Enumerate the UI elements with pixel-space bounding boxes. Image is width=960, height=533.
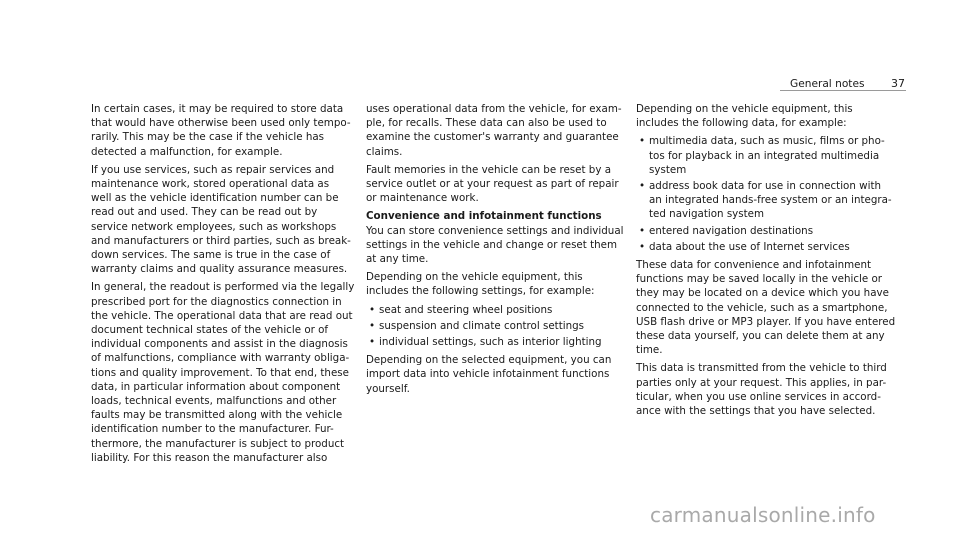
text-line: ticular, when you use online services in accord- bbox=[636, 390, 881, 403]
text-line: includes the following data, for example: bbox=[636, 117, 847, 130]
list-item-text: suspension and climate control settings bbox=[379, 319, 585, 332]
text-line: faults may be transmitted along with the vehicle bbox=[91, 409, 343, 422]
header-rule bbox=[780, 90, 906, 91]
text-line: document technical states of the vehicle or of bbox=[91, 324, 329, 337]
list-item bbox=[636, 224, 895, 238]
paragraph bbox=[366, 163, 624, 206]
page-number: 37 bbox=[891, 77, 905, 90]
text-line: tions and quality improvement. To that end, these bbox=[91, 366, 349, 379]
text-line: liability. For this reason the manufacturer also bbox=[91, 451, 328, 464]
bullet-icon: • bbox=[639, 180, 646, 193]
list-item bbox=[366, 335, 624, 349]
list-item bbox=[636, 134, 895, 177]
text-line: down services. The same is true in the case of bbox=[91, 249, 331, 262]
text-line: yourself. bbox=[366, 382, 410, 395]
list-item bbox=[366, 319, 624, 333]
text-line: identification number to the manufacturer. Fur- bbox=[91, 423, 334, 436]
paragraph bbox=[636, 361, 895, 418]
bullet-icon: • bbox=[639, 240, 646, 253]
text-line: prescribed port for the diagnostics connection in bbox=[91, 295, 342, 308]
paragraph bbox=[91, 163, 354, 277]
text-line: detected a malfunction, for example. bbox=[91, 145, 283, 158]
text-line: the vehicle. The operational data that are read out bbox=[91, 309, 353, 322]
list-item-text: ted navigation system bbox=[649, 208, 765, 221]
bullet-icon: • bbox=[369, 303, 376, 316]
text-line: service network employees, such as workshops bbox=[91, 220, 337, 233]
list-item-text: an integrated hands-free system or an integra- bbox=[649, 194, 892, 207]
text-line: In certain cases, it may be required to store data bbox=[91, 103, 344, 115]
list-item-text: seat and steering wheel positions bbox=[379, 303, 553, 316]
text-line: This data is transmitted from the vehicle to third bbox=[636, 362, 887, 375]
text-line: parties only at your request. This applies, in par- bbox=[636, 376, 887, 389]
bullet-list bbox=[636, 134, 895, 254]
text-line: USB flash drive or MP3 player. If you have entered bbox=[636, 315, 896, 328]
text-line: Depending on the vehicle equipment, this bbox=[636, 103, 853, 115]
text-column-1 bbox=[91, 102, 354, 469]
text-line: at any time. bbox=[366, 253, 429, 266]
paragraph bbox=[91, 102, 354, 159]
text-line: individual components and assist in the diagnosis bbox=[91, 338, 348, 351]
list-item-text: tos for playback in an integrated multimedia bbox=[649, 149, 880, 162]
section-title: General notes bbox=[790, 78, 865, 90]
text-line: You can store convenience settings and individual bbox=[366, 224, 624, 237]
text-line: Depending on the vehicle equipment, this bbox=[366, 271, 583, 284]
bullet-icon: • bbox=[639, 224, 646, 237]
list-item-text: data about the use of Internet services bbox=[649, 240, 850, 253]
text-line: connected to the vehicle, such as a smartphone, bbox=[636, 301, 888, 314]
list-item-text: entered navigation destinations bbox=[649, 224, 814, 237]
list-item-text: address book data for use in connection with bbox=[649, 180, 882, 193]
bullet-list bbox=[366, 303, 624, 350]
text-line: they may be located on a device which you have bbox=[636, 287, 889, 300]
text-line: examine the customer's warranty and guarantee bbox=[366, 131, 619, 144]
bullet-icon: • bbox=[639, 135, 646, 148]
text-line: Fault memories in the vehicle can be reset by a bbox=[366, 163, 612, 176]
bullet-icon: • bbox=[369, 336, 376, 349]
text-line: time. bbox=[636, 344, 663, 357]
list-item-text: individual settings, such as interior lighting bbox=[379, 336, 602, 349]
paragraph bbox=[366, 270, 624, 298]
text-line: rarily. This may be the case if the vehicle has bbox=[91, 131, 325, 144]
list-item bbox=[636, 240, 895, 254]
text-line: ance with the settings that you have selected. bbox=[636, 405, 876, 418]
text-line: includes the following settings, for example: bbox=[366, 285, 595, 298]
paragraph bbox=[636, 258, 895, 357]
text-line: well as the vehicle identification number can be bbox=[91, 192, 339, 205]
text-line: read out and used. They can be read out by bbox=[91, 206, 318, 219]
section-heading: Convenience and infotainment functions bbox=[366, 210, 602, 223]
text-line: functions may be saved locally in the vehicle or bbox=[636, 273, 882, 286]
paragraph bbox=[636, 102, 895, 130]
text-line: These data for convenience and infotainment bbox=[636, 259, 872, 272]
text-line: of malfunctions, compliance with warranty obliga- bbox=[91, 352, 350, 365]
text-line: In general, the readout is performed via the legally bbox=[91, 281, 355, 294]
text-line: uses operational data from the vehicle, for exam- bbox=[366, 103, 622, 115]
paragraph bbox=[366, 353, 624, 396]
bullet-icon: • bbox=[369, 319, 376, 332]
text-line: and manufacturers or third parties, such as break- bbox=[91, 234, 351, 247]
list-item-text: system bbox=[649, 163, 687, 176]
text-line: import data into vehicle infotainment functions bbox=[366, 368, 610, 381]
text-line: warranty claims and quality assurance measures. bbox=[91, 263, 348, 276]
list-item bbox=[366, 303, 624, 317]
text-line: If you use services, such as repair services and bbox=[91, 163, 335, 176]
text-line: maintenance work, stored operational data as bbox=[91, 178, 330, 191]
text-line: data, in particular information about component bbox=[91, 380, 341, 393]
text-line: ple, for recalls. These data can also be used to bbox=[366, 117, 607, 130]
paragraph bbox=[366, 224, 624, 267]
text-line: or maintenance work. bbox=[366, 192, 479, 205]
text-line: that would have otherwise been used only tempo- bbox=[91, 117, 351, 130]
paragraph bbox=[366, 102, 624, 159]
text-line: settings in the vehicle and change or reset them bbox=[366, 238, 618, 251]
page-header bbox=[790, 77, 905, 91]
list-item bbox=[636, 179, 895, 222]
text-line: claims. bbox=[366, 145, 403, 158]
text-line: loads, technical events, malfunctions and other bbox=[91, 395, 337, 408]
text-column-2 bbox=[366, 102, 624, 400]
text-line: service outlet or at your request as part of repair bbox=[366, 178, 619, 191]
text-column-3 bbox=[636, 102, 895, 422]
text-line: thermore, the manufacturer is subject to product bbox=[91, 437, 345, 450]
list-item-text: multimedia data, such as music, films or pho- bbox=[649, 135, 885, 148]
watermark-text: carmanualsonline.info bbox=[650, 503, 876, 527]
text-line: Depending on the selected equipment, you can bbox=[366, 354, 612, 367]
text-line: these data yourself, you can delete them at any bbox=[636, 330, 885, 343]
paragraph bbox=[91, 280, 354, 465]
